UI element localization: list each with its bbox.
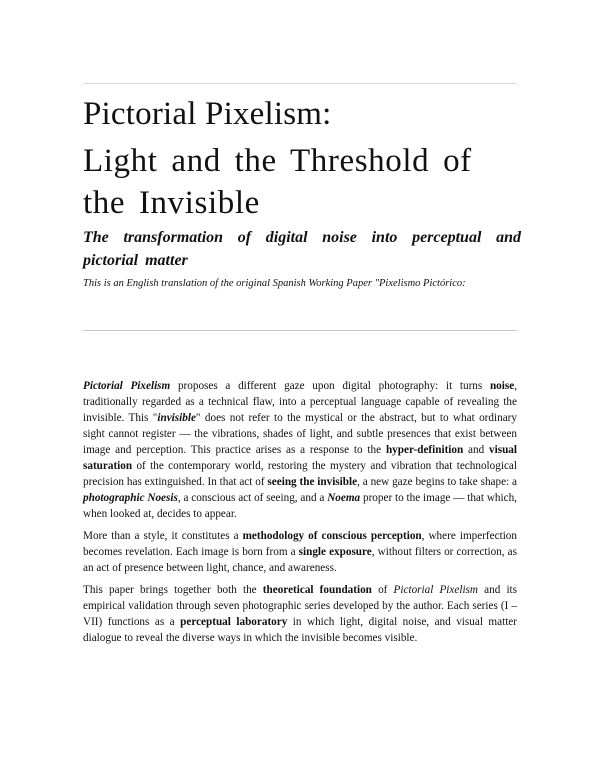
text-run: " does not refer to the mystical or the abstract, but to what ordinary sight cannot register — the vibrations, shades of light, and subtle presences that exist between image and perception. This practice arises as a response to the	[83, 412, 517, 456]
paragraph-3	[83, 582, 517, 646]
paragraph-1	[83, 378, 517, 522]
text-run: and its empirical validation through seven photographic series developed by the author. Each series (I – VII) functions as a	[83, 584, 518, 628]
top-divider	[83, 83, 517, 84]
term-noema: Noema	[327, 492, 361, 504]
term-invisible: invisible	[157, 412, 196, 424]
title-line-2: Light and the Threshold of the Invisible	[83, 143, 472, 221]
abstract-body	[83, 378, 517, 652]
term-seeing-the-invisible: seeing the invisible	[267, 476, 358, 488]
text-run: More than a style, it constitutes a	[83, 530, 243, 542]
translation-note: This is an English translation of the original Spanish Working Paper "Pixelismo Pictórico:	[83, 278, 466, 289]
text-run: , a conscious act of seeing, and a	[177, 492, 328, 504]
term-single-exposure: single exposure	[298, 546, 372, 558]
term-photographic-noesis: photographic Noesis	[83, 492, 178, 504]
text-run: , a new gaze begins to take shape: a	[357, 476, 518, 488]
section-divider	[83, 330, 517, 331]
title-line-1: Pictorial Pixelism:	[83, 96, 332, 132]
term-noise: noise	[489, 380, 515, 392]
term-pictorial-pixelism: Pictorial Pixelism	[83, 380, 171, 392]
subtitle: The transformation of digital noise into perceptual and pictorial matter	[83, 229, 521, 269]
paragraph-2	[83, 528, 517, 576]
term-perceptual-laboratory: perceptual laboratory	[180, 616, 288, 628]
text-run: in which light, digital noise, and visual matter dialogue to reveal the diverse ways in which the invisible becomes visible.	[83, 616, 517, 644]
term-methodology: methodology of conscious perception	[242, 530, 422, 542]
term-visual-saturation: visual saturation	[83, 444, 518, 472]
text-run: , without filters or correction, as an act of presence between light, chance, and awareness.	[83, 546, 518, 574]
term-pictorial-pixelism-2: Pictorial Pixelism	[393, 584, 478, 596]
text-run: of	[371, 584, 394, 596]
text-run: proper to the image — that which, when looked at, decides to appear.	[83, 492, 517, 520]
text-run: of the contemporary world, restoring the mystery and vibration that technological precision has extinguished. In that act of	[83, 460, 517, 488]
text-run: proposes a different gaze upon digital photography: it turns	[170, 380, 490, 392]
term-hyper-definition: hyper-definition	[385, 444, 464, 456]
text-run: and	[463, 444, 490, 456]
text-run: , traditionally regarded as a technical flaw, into a perceptual language capable of revealing the invisible. This "	[83, 380, 517, 424]
text-run: This paper brings together both the	[83, 584, 263, 596]
term-theoretical-foundation: theoretical foundation	[262, 584, 372, 596]
text-run: , where imperfection becomes revelation. Each image is born from a	[83, 530, 517, 558]
